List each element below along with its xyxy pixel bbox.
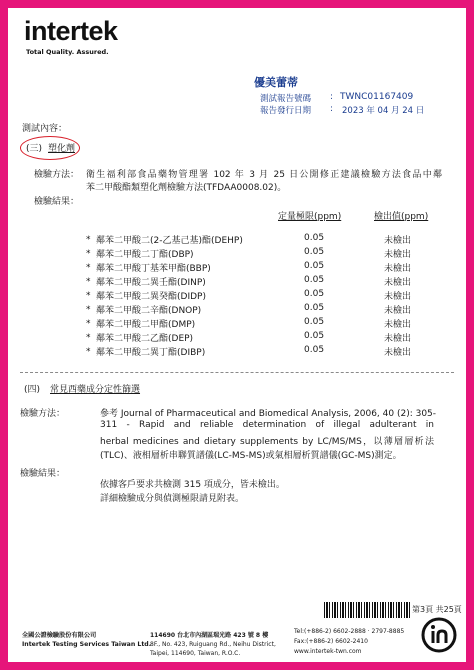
analyte-name: 鄰苯二甲酸二甲酯(DMP) [96,320,196,330]
result-value: 未檢出 [384,264,412,274]
section4-method-line1: 參考 Journal of Pharmaceutical and Biomedical Analysis, 2006, 40 (2): 305- [100,409,437,419]
footer-tel: Tel:(+886-2) 6602-2888 · 2797-8885 [294,628,405,635]
row-bullet: * [86,263,91,273]
loq-value: 0.05 [304,275,325,285]
analyte-name: 鄰苯二甲酸二辛酯(DNOP) [96,306,202,316]
row-bullet: * [86,347,91,357]
issue-date-label: 報告發行日期 [260,106,312,116]
section4-result-label: 檢驗結果： [20,469,66,479]
section4-result-line1: 依據客戶要求共檢測 315 項成分，皆未檢出。 [100,480,285,490]
loq-value: 0.05 [304,261,325,271]
report-number-colon: : [330,92,333,102]
footer-fax: Fax:(+886-2) 6602-2410 [294,638,368,645]
row-bullet: * [86,319,91,329]
analyte-name: 鄰苯二甲酸二異丁酯(DIBP) [96,348,206,358]
issue-date-value: 2023 年 04 月 24 日 [342,106,425,116]
section3-number: (三) [26,144,43,154]
footer-website[interactable]: www.intertek-twn.com [294,648,362,655]
section3-method-line2: 苯二甲酸酯類塑化劑檢驗方法(TFDAA0008.02)。 [86,183,287,193]
loq-value: 0.05 [304,303,325,313]
footer-company-en: Intertek Testing Services Taiwan Ltd. [22,641,152,648]
row-bullet: * [86,291,91,301]
report-number-label: 測試報告號碼 [260,94,312,104]
footer-company-zh: 全國公證檢驗股份有限公司 [22,632,97,639]
analyte-name: 鄰苯二甲酸二丁酯(DBP) [96,250,194,260]
intertek-logo: intertek [24,16,118,46]
section4-method-line2: 311 - Rapid and reliable determination of illegal adulterant in [100,420,434,430]
logo-tagline: Total Quality. Assured. [26,48,109,56]
page-number: 第3頁 共25頁 [412,605,462,614]
analyte-name: 鄰苯二甲酸二異癸酯(DIDP) [96,292,206,302]
result-value: 未檢出 [384,334,412,344]
row-bullet: * [86,235,91,245]
section4-number: (四) [24,385,41,395]
loq-value: 0.05 [304,233,325,243]
loq-value: 0.05 [304,289,325,299]
result-value: 未檢出 [384,348,412,358]
section4-method-line4: (TLC)、液相層析串聯質譜儀(LC-MS-MS)或氣相層析質譜儀(GC-MS)測定。 [100,451,402,461]
row-bullet: * [86,277,91,287]
section4-title: 常見西藥成分定性篩選 [50,385,141,395]
intertek-in-icon [420,616,458,654]
section3-result-label: 檢驗結果： [34,197,80,207]
barcode [324,602,412,618]
row-bullet: * [86,249,91,259]
footer-address-en2: Taipei, 114690, Taiwan, R.O.C. [150,650,241,657]
test-content-label: 測試內容： [22,124,68,134]
report-page [8,8,466,662]
section3-title: 塑化劑 [48,144,76,154]
col-header-loq: 定量極限(ppm) [278,212,342,222]
col-header-result: 檢出值(ppm) [374,212,429,222]
result-value: 未檢出 [384,306,412,316]
issue-date-colon: : [330,104,333,114]
client-name: 優美蕾蒂 [254,76,298,89]
loq-value: 0.05 [304,247,325,257]
section3-method-label: 檢驗方法： [34,170,80,180]
section4-result-line2: 詳細檢驗成分與偵測極限請見附表。 [100,494,245,504]
result-value: 未檢出 [384,278,412,288]
footer-address-zh: 114690 台北市內湖區瑞光路 423 號 8 樓 [150,632,269,639]
section4-method-line3: herbal medicines and dietary supplements by LC/MS/MS，以薄層層析法 [100,437,434,447]
result-value: 未檢出 [384,320,412,330]
footer-address-en1: 8F., No. 423, Ruiguang Rd., Neihu District, [150,641,276,648]
analyte-name: 鄰苯二甲酸二乙酯(DEP) [96,334,194,344]
loq-value: 0.05 [304,331,325,341]
analyte-name: 鄰苯二甲酸二(2-乙基己基)酯(DEHP) [96,236,243,246]
loq-value: 0.05 [304,317,325,327]
result-value: 未檢出 [384,236,412,246]
section-divider [20,372,454,373]
loq-value: 0.05 [304,345,325,355]
analyte-name: 鄰苯二甲酸二異壬酯(DINP) [96,278,206,288]
section3-method-line1: 衛生福利部食品藥物管理署 102 年 3 月 25 日公開修正建議檢驗方法食品中鄰 [86,170,442,180]
report-number-value: TWNC01167409 [340,92,414,102]
section4-method-label: 檢驗方法： [20,409,66,419]
analyte-name: 鄰苯二甲酸丁基苯甲酯(BBP) [96,264,211,274]
result-value: 未檢出 [384,292,412,302]
row-bullet: * [86,305,91,315]
result-value: 未檢出 [384,250,412,260]
row-bullet: * [86,333,91,343]
